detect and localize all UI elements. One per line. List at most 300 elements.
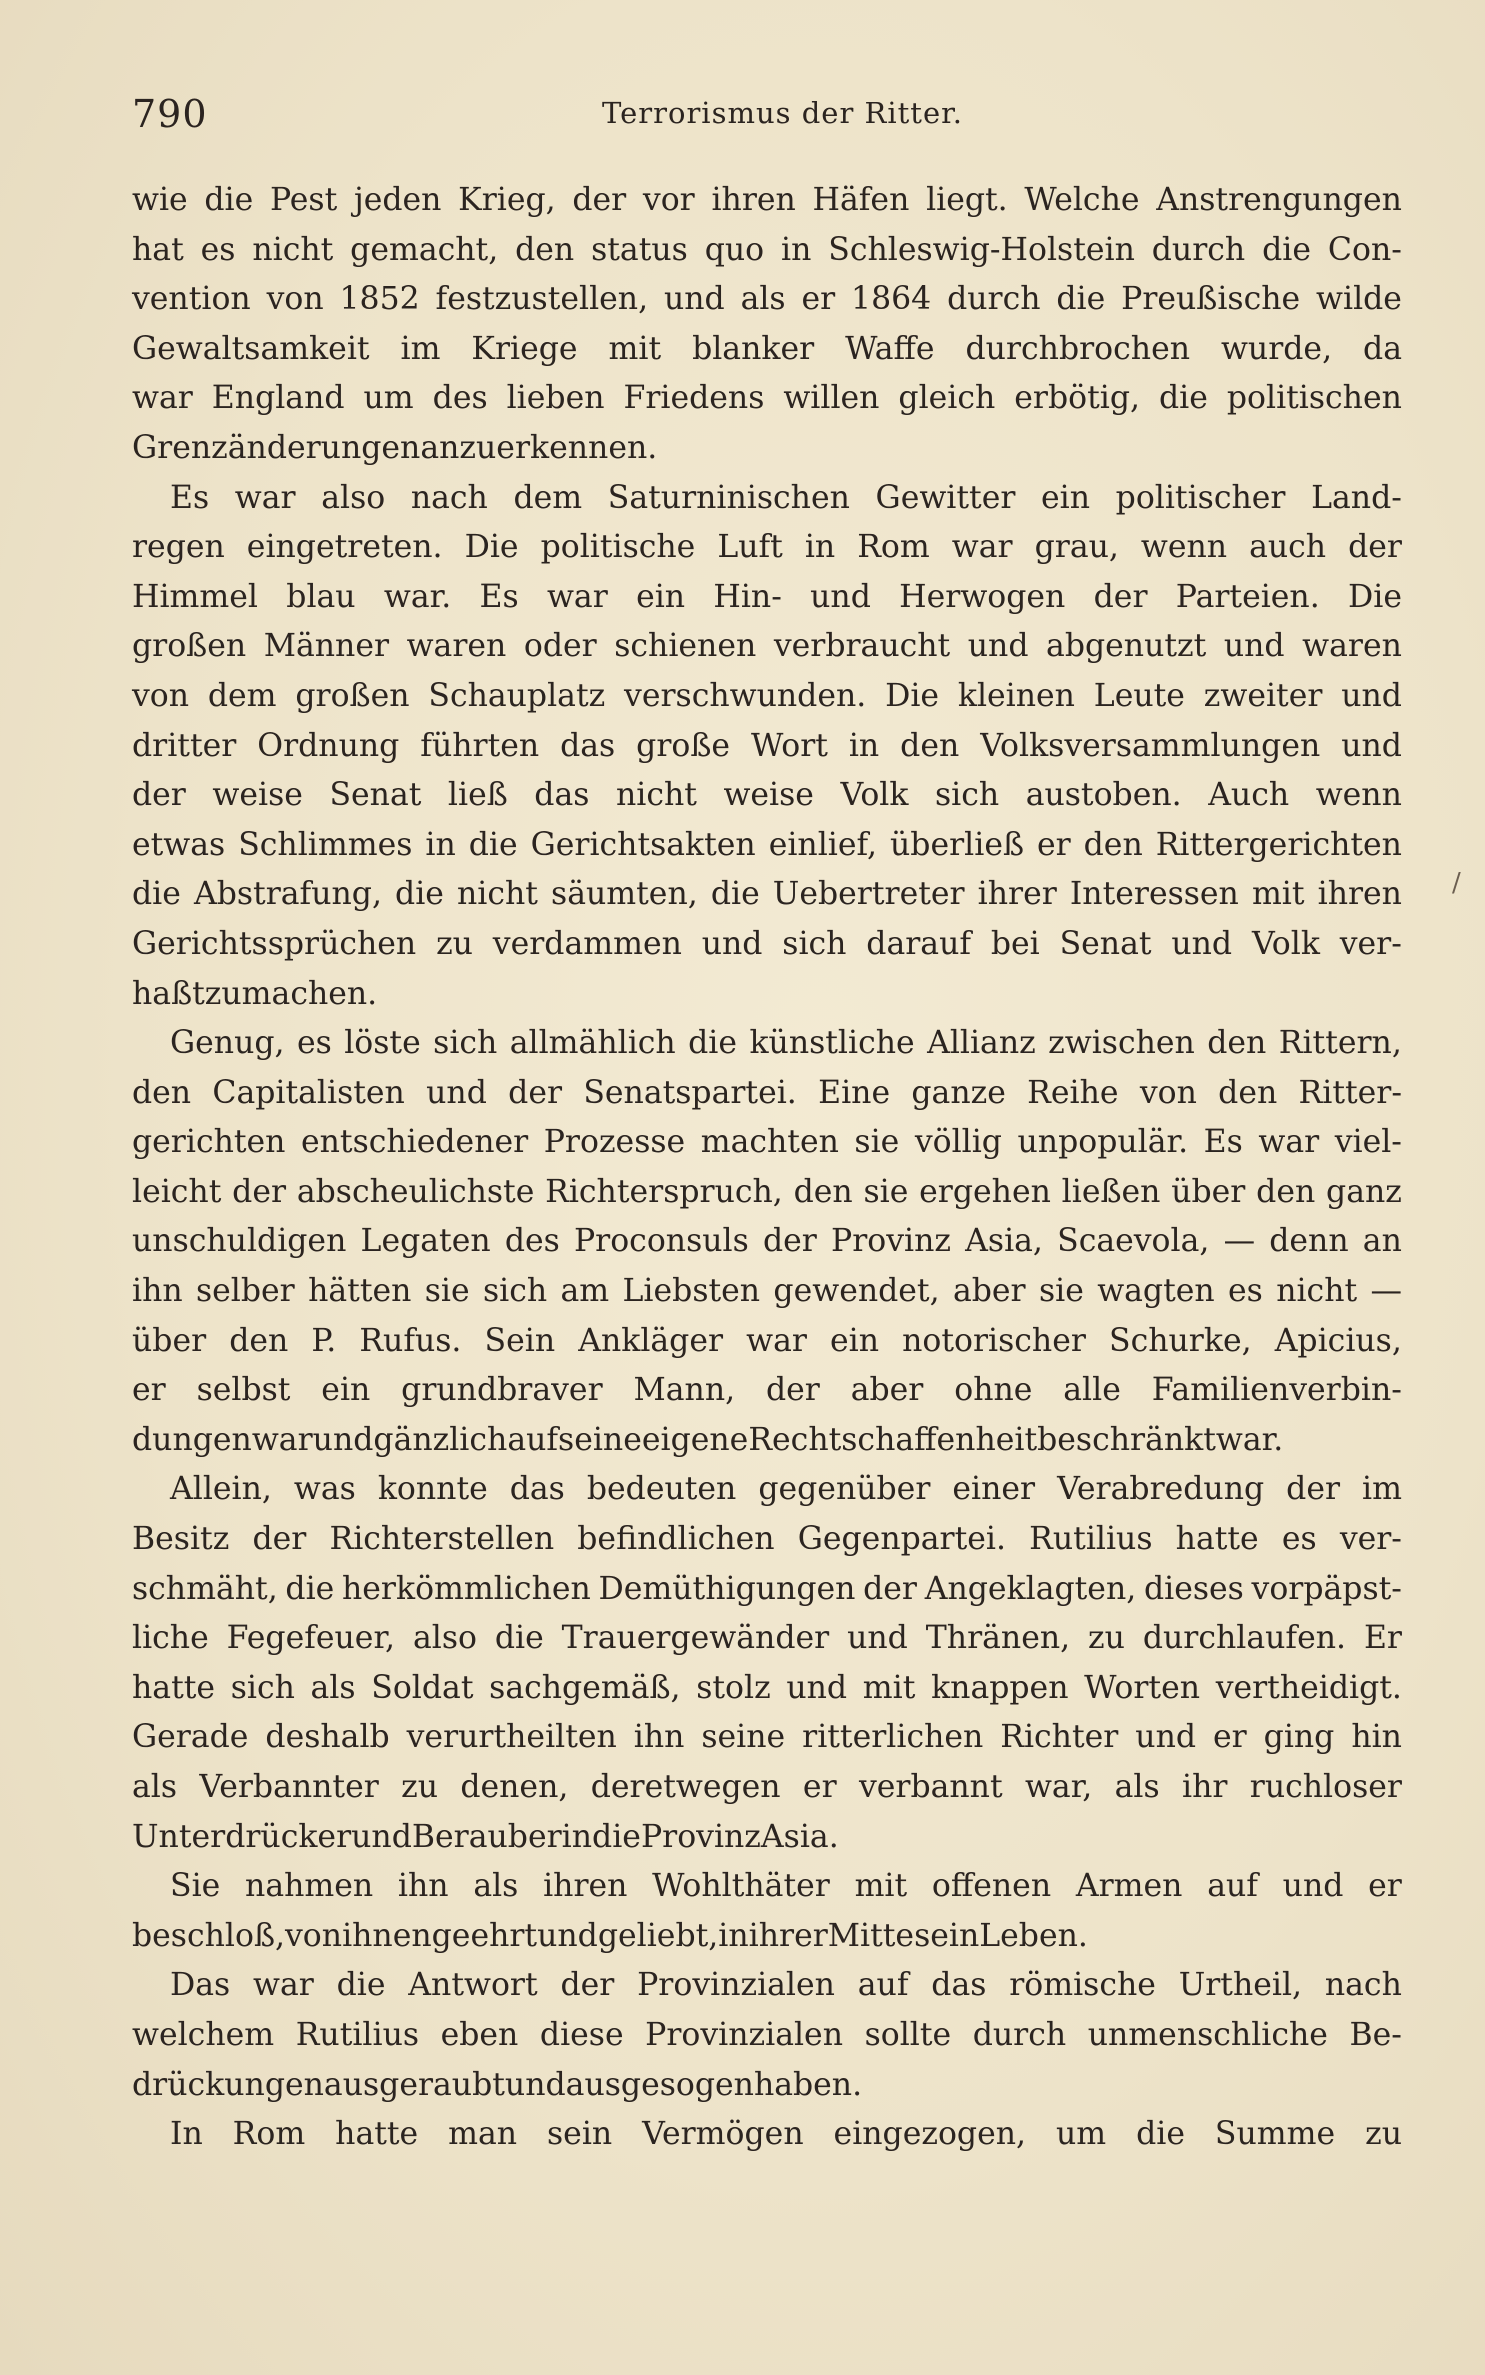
word: in bbox=[561, 1818, 593, 1855]
word: unmenschliche bbox=[1087, 2016, 1328, 2053]
word: ergehen bbox=[919, 1173, 1051, 1210]
word: machen. bbox=[241, 975, 378, 1012]
word: ihn bbox=[397, 1868, 449, 1905]
word: als bbox=[132, 1769, 178, 1805]
word: Preußische bbox=[1121, 281, 1301, 318]
word: Er bbox=[1363, 1620, 1402, 1657]
word: die bbox=[592, 1818, 641, 1855]
word: er bbox=[801, 281, 836, 318]
word: Senatspartei. bbox=[583, 1074, 797, 1111]
word: der bbox=[863, 1570, 917, 1607]
word: unschuldigen bbox=[132, 1223, 347, 1260]
word: und bbox=[426, 1074, 487, 1111]
word: der bbox=[508, 1074, 563, 1111]
text-line bbox=[132, 1763, 1402, 1813]
word: im bbox=[1362, 1471, 1402, 1508]
word: Demüthigungen bbox=[598, 1570, 856, 1607]
word: welchem bbox=[132, 2016, 275, 2053]
word: als bbox=[473, 1868, 519, 1905]
word: blau bbox=[286, 578, 356, 615]
word: haßt bbox=[132, 975, 205, 1012]
word: Senat bbox=[329, 777, 422, 814]
word: in bbox=[718, 1917, 749, 1954]
word: ihrer bbox=[748, 1917, 828, 1954]
word: war bbox=[253, 1967, 314, 2004]
word: ausgeraubt bbox=[323, 2066, 505, 2103]
word: Kriege bbox=[471, 330, 578, 367]
word: nicht bbox=[457, 876, 538, 913]
word: in bbox=[781, 231, 812, 268]
word: der bbox=[572, 182, 627, 218]
word: bei bbox=[990, 925, 1040, 962]
word: dritter bbox=[132, 727, 237, 764]
word: den bbox=[1207, 1025, 1267, 1062]
word: Welche bbox=[1024, 182, 1140, 218]
word: gegenüber bbox=[758, 1471, 931, 1508]
word: und bbox=[1171, 925, 1233, 962]
word: vertheidigt. bbox=[1215, 1669, 1402, 1706]
word: abgenutzt bbox=[1046, 628, 1207, 665]
word: Leben. bbox=[979, 1917, 1088, 1954]
word: der bbox=[765, 1372, 820, 1409]
word: ein bbox=[321, 1372, 371, 1409]
text-line bbox=[132, 1118, 1402, 1168]
text-line bbox=[132, 374, 1402, 424]
word: denn bbox=[1269, 1223, 1349, 1260]
word: wagten bbox=[1097, 1273, 1215, 1310]
word: durch bbox=[1151, 231, 1246, 268]
word: sein bbox=[547, 2116, 613, 2153]
word: machten bbox=[700, 1124, 839, 1161]
word: über bbox=[1171, 1173, 1246, 1210]
word: Richter bbox=[1000, 1719, 1119, 1756]
word: ein bbox=[636, 578, 686, 615]
word: Verbannter bbox=[199, 1769, 379, 1805]
word: Leute bbox=[1093, 677, 1185, 714]
word: durchlaufen. bbox=[1142, 1620, 1347, 1657]
word: in bbox=[425, 826, 456, 863]
word: Häfen bbox=[812, 182, 910, 218]
text-line bbox=[132, 573, 1402, 623]
text-line bbox=[132, 523, 1402, 573]
word: viel- bbox=[1334, 1124, 1402, 1161]
word: status bbox=[591, 231, 688, 268]
word: sich bbox=[483, 1273, 548, 1310]
word: es bbox=[200, 231, 236, 268]
word: hatte bbox=[335, 2116, 419, 2153]
word: 1852 bbox=[339, 281, 420, 318]
word: und bbox=[351, 1818, 412, 1855]
word: Provinzialen bbox=[637, 1967, 835, 2004]
word: seine bbox=[701, 1719, 786, 1756]
word: dieses bbox=[1143, 1570, 1244, 1607]
word: blanker bbox=[692, 330, 815, 367]
word: das bbox=[534, 777, 590, 814]
word: Sie bbox=[170, 1868, 221, 1905]
word: Es bbox=[1203, 1124, 1243, 1161]
word: regen bbox=[132, 529, 225, 566]
word: liegt. bbox=[926, 182, 1008, 218]
word: Gewaltsamkeit bbox=[132, 330, 370, 367]
word: herkömmlichen bbox=[342, 1570, 591, 1607]
text-line bbox=[132, 1069, 1402, 1119]
word: die bbox=[132, 876, 181, 913]
word: 1864 bbox=[851, 281, 932, 318]
word: wurde, bbox=[1220, 330, 1333, 367]
word: der bbox=[1348, 529, 1402, 566]
word: Provinzialen bbox=[645, 2016, 843, 2053]
word: die bbox=[1159, 380, 1208, 417]
word: entschiedener bbox=[301, 1124, 529, 1161]
word: Asia. bbox=[760, 1818, 839, 1855]
word: erbötig, bbox=[1014, 380, 1141, 417]
word: sich bbox=[433, 1025, 498, 1062]
word: und bbox=[847, 1620, 908, 1657]
word: er bbox=[1036, 826, 1071, 863]
word: politischer bbox=[1115, 479, 1286, 516]
word: war, bbox=[1024, 1769, 1093, 1805]
word: gänzlich bbox=[373, 1421, 508, 1458]
word: Besitz bbox=[132, 1521, 230, 1558]
word: sich bbox=[230, 1669, 295, 1706]
word: Schurke, bbox=[1109, 1322, 1252, 1359]
word: verurtheilten bbox=[406, 1719, 617, 1756]
word: politische bbox=[540, 529, 696, 566]
word: vorpäpst- bbox=[1251, 1570, 1402, 1607]
word: mit bbox=[862, 1669, 916, 1706]
word: nicht bbox=[615, 777, 697, 814]
word: Gerichtsakten bbox=[530, 826, 756, 863]
word: Mitte bbox=[827, 1917, 915, 1954]
word: Eine bbox=[818, 1074, 891, 1111]
word: verdammen bbox=[492, 925, 682, 962]
word: Vermögen bbox=[642, 2116, 804, 2153]
word: den bbox=[132, 1074, 192, 1111]
word: und bbox=[786, 1669, 848, 1706]
word: der bbox=[762, 1223, 817, 1260]
word: ganz bbox=[1326, 1173, 1402, 1210]
word: die bbox=[395, 876, 444, 913]
word: hatte bbox=[132, 1669, 216, 1706]
text-line bbox=[132, 1664, 1402, 1714]
word: Armen bbox=[1075, 1868, 1183, 1905]
word: kleinen bbox=[957, 677, 1075, 714]
word: Wohlthäter bbox=[652, 1868, 830, 1905]
word: anzuerkennen. bbox=[420, 429, 658, 466]
word: ohne bbox=[954, 1372, 1033, 1409]
word: nahmen bbox=[245, 1868, 374, 1905]
word: Waffe bbox=[845, 330, 935, 367]
word: Mann, bbox=[633, 1372, 736, 1409]
word: gleich bbox=[898, 380, 996, 417]
word: festzustellen, bbox=[435, 281, 649, 318]
word: allmählich bbox=[509, 1025, 676, 1062]
word: durch bbox=[972, 2016, 1067, 2053]
word: ihn bbox=[633, 1719, 685, 1756]
word: Senat bbox=[1059, 925, 1152, 962]
word: Luft bbox=[717, 529, 783, 566]
word: befindlichen bbox=[577, 1521, 775, 1558]
word: Reihe bbox=[1027, 1074, 1119, 1111]
word: führten bbox=[420, 727, 540, 764]
word: auf bbox=[507, 1421, 559, 1458]
word: etwas bbox=[132, 826, 226, 863]
word: lieben bbox=[506, 380, 605, 417]
word: großen bbox=[132, 628, 247, 665]
paragraph bbox=[132, 1019, 1402, 1465]
word: Rufus. bbox=[359, 1322, 462, 1359]
text-line bbox=[132, 1813, 1402, 1863]
word: ver- bbox=[1339, 1521, 1402, 1558]
word: Abstrafung, bbox=[193, 876, 382, 913]
word: sie bbox=[854, 1124, 900, 1161]
word: dem bbox=[207, 677, 277, 714]
word: Proconsuls bbox=[573, 1223, 749, 1260]
word: ihn bbox=[132, 1273, 183, 1310]
word: künstliche bbox=[749, 1025, 915, 1062]
word: ihren bbox=[543, 1868, 628, 1905]
word: sich bbox=[934, 777, 1000, 814]
word: Berauber bbox=[411, 1818, 562, 1855]
word: es bbox=[1228, 1273, 1263, 1310]
word: Friedens bbox=[623, 380, 765, 417]
word: er bbox=[802, 1769, 837, 1805]
word: weise bbox=[723, 777, 814, 814]
word: und bbox=[701, 925, 763, 962]
word: konnte bbox=[377, 1471, 488, 1508]
word: selbst bbox=[196, 1372, 291, 1409]
word: ihr bbox=[1182, 1769, 1228, 1805]
text-line bbox=[132, 1912, 1402, 1962]
word: der bbox=[560, 1967, 615, 2004]
word: Volksversammlungen bbox=[980, 727, 1321, 764]
word: und bbox=[1341, 677, 1402, 714]
word: Familienverbin- bbox=[1151, 1372, 1402, 1409]
word: mit bbox=[854, 1868, 908, 1905]
word: P. bbox=[311, 1322, 337, 1359]
word: die bbox=[468, 826, 518, 863]
word: austoben. bbox=[1025, 777, 1182, 814]
word: man bbox=[448, 2116, 518, 2153]
word: Gerichtssprüchen bbox=[132, 925, 417, 962]
word: Auch bbox=[1208, 777, 1290, 814]
margin-mark: / bbox=[1452, 868, 1461, 898]
word: beschränkt bbox=[1037, 1421, 1216, 1458]
word: den bbox=[793, 1173, 853, 1210]
word: — bbox=[1370, 1273, 1402, 1310]
word: Parteien. bbox=[1175, 578, 1320, 615]
word: es bbox=[1281, 1521, 1317, 1558]
word: eben bbox=[440, 2016, 519, 2053]
word: hat bbox=[132, 231, 184, 268]
word: was bbox=[293, 1471, 356, 1508]
word: aber bbox=[952, 1273, 1026, 1310]
word: um bbox=[1055, 2116, 1107, 2153]
word: Schleswig-Holstein bbox=[828, 231, 1135, 268]
paragraph bbox=[132, 2110, 1402, 2160]
text-line bbox=[132, 1713, 1402, 1763]
word: die bbox=[710, 876, 760, 913]
word: zu bbox=[1365, 2116, 1402, 2153]
word: alle bbox=[1063, 1372, 1121, 1409]
word: war bbox=[251, 1421, 313, 1458]
word: des bbox=[432, 380, 488, 417]
word: Worten bbox=[1084, 1669, 1201, 1706]
word: durchbrochen bbox=[965, 330, 1190, 367]
word: sollte bbox=[864, 2016, 952, 2053]
text-line bbox=[132, 622, 1402, 672]
word: der bbox=[1093, 578, 1148, 615]
word: eingetreten. bbox=[246, 529, 443, 566]
word: diese bbox=[539, 2016, 624, 2053]
word: Interessen bbox=[1069, 876, 1239, 913]
word: ritterlichen bbox=[802, 1719, 984, 1756]
word: Gewitter bbox=[875, 479, 1016, 516]
word: und bbox=[1135, 1719, 1197, 1756]
word: von bbox=[132, 677, 190, 714]
word: Die bbox=[1348, 578, 1402, 615]
word: Es bbox=[479, 578, 519, 615]
word: Gegenpartei. bbox=[797, 1521, 1006, 1558]
word: er bbox=[1213, 1719, 1247, 1756]
word: Legaten bbox=[360, 1223, 491, 1260]
word: Antwort bbox=[408, 1967, 538, 2004]
word: und bbox=[1341, 727, 1402, 764]
word: jeden bbox=[353, 182, 442, 218]
page-header bbox=[132, 92, 1402, 142]
text-line bbox=[132, 672, 1402, 722]
word: ließen bbox=[1061, 1173, 1161, 1210]
word: waren bbox=[1302, 628, 1402, 665]
word: Rechtschaffenheit bbox=[748, 1421, 1038, 1458]
word: quo bbox=[704, 231, 765, 268]
word: ihren bbox=[1317, 876, 1402, 913]
paragraph bbox=[132, 1862, 1402, 1961]
word: Ankläger bbox=[578, 1322, 724, 1359]
word: verbraucht bbox=[773, 628, 951, 665]
word: den bbox=[1218, 1074, 1278, 1111]
word: die bbox=[1056, 281, 1106, 318]
word: der bbox=[132, 777, 186, 814]
word: Rutilius bbox=[1029, 1521, 1153, 1558]
word: mit bbox=[1251, 876, 1305, 913]
word: hätten bbox=[308, 1273, 412, 1310]
text-line bbox=[132, 325, 1402, 375]
word: Rittern, bbox=[1278, 1025, 1402, 1062]
word: liche bbox=[132, 1620, 209, 1657]
word: Schlimmes bbox=[238, 826, 413, 863]
word: eingezogen, bbox=[833, 2116, 1027, 2153]
word: oder bbox=[523, 628, 597, 665]
word: leicht bbox=[132, 1173, 222, 1210]
word: als bbox=[1114, 1769, 1160, 1805]
word: Hin- bbox=[713, 578, 782, 615]
word: an bbox=[1362, 1223, 1402, 1260]
word: von bbox=[285, 1917, 343, 1954]
word: bedeuten bbox=[586, 1471, 737, 1508]
word: Verabredung bbox=[1057, 1471, 1265, 1508]
word: haben. bbox=[753, 2066, 863, 2103]
word: Genug, bbox=[170, 1025, 285, 1062]
word: ihrer bbox=[977, 876, 1057, 913]
word: und bbox=[1282, 1868, 1344, 1905]
word: eigene bbox=[641, 1421, 749, 1458]
word: schienen bbox=[614, 628, 757, 665]
word: ganze bbox=[911, 1074, 1006, 1111]
word: es bbox=[296, 1025, 332, 1062]
word: Allianz bbox=[927, 1025, 1036, 1062]
word: in bbox=[848, 727, 880, 764]
word: Rom bbox=[232, 2116, 306, 2153]
word: sachgemäß, bbox=[489, 1669, 681, 1706]
word: den bbox=[229, 1322, 289, 1359]
word: Volk bbox=[1251, 925, 1320, 962]
word: der bbox=[232, 1173, 287, 1210]
word: deshalb bbox=[265, 1719, 390, 1756]
word: einlief, bbox=[768, 826, 878, 863]
word: Sein bbox=[484, 1322, 556, 1359]
word: gewendet, bbox=[773, 1273, 940, 1310]
text-line bbox=[132, 424, 1402, 474]
word: Provinz bbox=[831, 1223, 951, 1260]
word: aber bbox=[850, 1372, 924, 1409]
word: zweiter bbox=[1203, 677, 1323, 714]
word: drückungen bbox=[132, 2066, 324, 2103]
word: hatte bbox=[1175, 1521, 1259, 1558]
text-line bbox=[132, 771, 1402, 821]
word: er bbox=[1368, 1868, 1402, 1905]
text-line bbox=[132, 1217, 1402, 1267]
word: schmäht, bbox=[132, 1570, 278, 1607]
word: zu bbox=[436, 925, 473, 962]
word: am bbox=[560, 1273, 610, 1310]
word: zwischen bbox=[1048, 1025, 1195, 1062]
text-line bbox=[132, 1416, 1402, 1466]
word: des bbox=[504, 1223, 560, 1260]
word: knappen bbox=[931, 1669, 1069, 1706]
word: er bbox=[132, 1372, 166, 1409]
word: Rom bbox=[857, 529, 930, 566]
word: das bbox=[931, 1967, 987, 2004]
word: Richterstellen bbox=[329, 1521, 555, 1558]
word: und bbox=[967, 628, 1029, 665]
text-line bbox=[132, 226, 1402, 276]
word: In bbox=[170, 2116, 203, 2153]
word: den bbox=[900, 727, 960, 764]
text-line bbox=[132, 2110, 1402, 2160]
word: ein bbox=[830, 1322, 880, 1359]
word: Trauergewänder bbox=[561, 1620, 830, 1657]
word: war. bbox=[383, 578, 452, 615]
word: Rutilius bbox=[295, 2016, 420, 2053]
word: deretwegen bbox=[590, 1769, 781, 1805]
word: ruchloser bbox=[1249, 1769, 1402, 1805]
word: Grenzänderungen bbox=[132, 429, 421, 466]
word: abscheulichste bbox=[296, 1173, 535, 1210]
word: zu bbox=[204, 975, 242, 1012]
word: politischen bbox=[1226, 380, 1402, 417]
word: im bbox=[400, 330, 441, 367]
word: die bbox=[204, 182, 254, 218]
word: willen bbox=[783, 380, 880, 417]
word: Rittergerichten bbox=[1155, 826, 1402, 863]
word: sie bbox=[424, 1273, 470, 1310]
word: nach bbox=[410, 479, 488, 516]
word: Männer bbox=[263, 628, 390, 665]
word: ließ bbox=[447, 777, 508, 814]
paragraph bbox=[132, 176, 1402, 474]
word: den bbox=[1083, 826, 1143, 863]
